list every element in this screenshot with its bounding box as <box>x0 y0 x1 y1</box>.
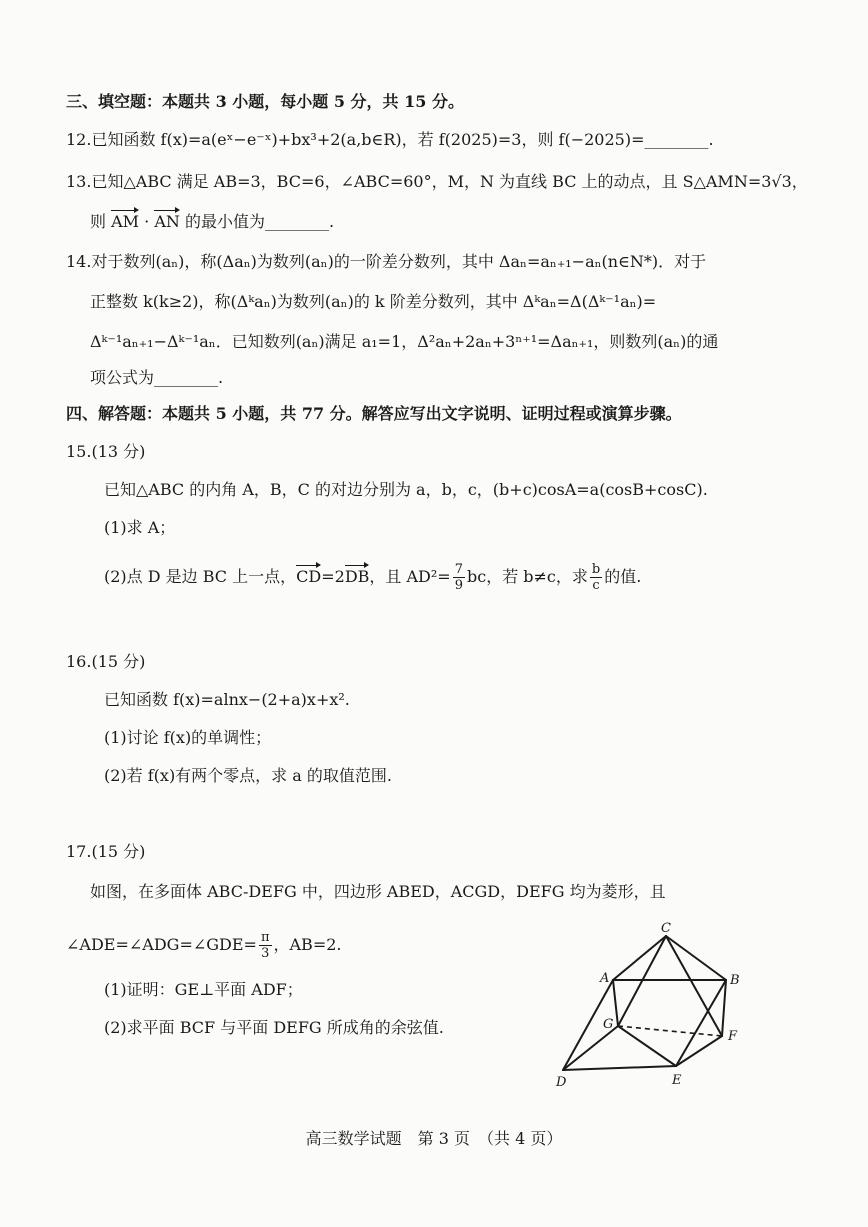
vector-db: DB <box>344 567 370 586</box>
q17-stem: 如图，在多面体 ABC-DEFG 中，四边形 ABED，ACGD，DEFG 均为菱形，且 <box>90 882 666 901</box>
q15-label: 15.(13 分) <box>66 442 146 461</box>
q16-part2: (2)若 f(x)有两个零点，求 a 的取值范围. <box>104 766 392 785</box>
q13-prefix: 则 <box>90 212 107 231</box>
q12-end: . <box>708 130 714 149</box>
q15-part2-c: bc，若 b≠c，求 <box>466 567 588 586</box>
question-14-line4 <box>90 368 223 388</box>
q14-line1: 对于数列(aₙ)，称(Δaₙ)为数列(aₙ)的一阶差分数列，其中 Δaₙ=aₙ₊₁−aₙ(n∈N*)．对于 <box>91 252 707 271</box>
q14-end: . <box>218 368 224 387</box>
page-footer: 高三数学试题 第 3 页 （共 4 页） <box>305 1129 563 1148</box>
vertex-label-f: F <box>728 1029 738 1044</box>
q14-label: 14. <box>66 252 92 271</box>
q14-blank: ________ <box>154 368 219 387</box>
q12-blank: ________ <box>644 130 709 149</box>
question-12 <box>66 130 714 150</box>
q16-label: 16.(15 分) <box>66 652 146 671</box>
section4-heading: 四、解答题：本题共 5 小题，共 77 分。解答应写出文字说明、证明过程或演算步骤。 <box>66 404 682 423</box>
vector-cd: CD <box>296 567 322 586</box>
q17-part2: (2)求平面 BCF 与平面 DEFG 所成角的余弦值. <box>104 1018 444 1037</box>
q17-angle-a: ∠ADE=∠ADG=∠GDE= <box>66 935 257 954</box>
vertex-label-g: G <box>603 1017 614 1032</box>
q16-stem: 已知函数 f(x)=alnx−(2+a)x+x². <box>104 690 350 709</box>
polyhedron-figure <box>548 918 748 1093</box>
section3-heading: 三、填空题：本题共 3 小题，每小题 5 分，共 15 分。 <box>66 92 464 111</box>
question-14-line1 <box>66 252 706 272</box>
q15-part1: (1)求 A； <box>104 518 176 537</box>
vertex-label-a: A <box>600 971 610 986</box>
question-13-line2 <box>90 212 334 232</box>
q17-label: 17.(15 分) <box>66 842 146 861</box>
fraction-7-9: $\frac{7}{9}$ <box>454 562 463 593</box>
q15-part2-a: (2)点 D 是边 BC 上一点， <box>104 567 297 586</box>
q13-blank: ________ <box>264 212 329 231</box>
q14-line3: Δᵏ⁻¹aₙ₊₁−Δᵏ⁻¹aₙ．已知数列(aₙ)满足 a₁=1，Δ²aₙ+2aₙ+3ⁿ⁺¹=Δaₙ₊₁，则数列(aₙ)的通 <box>90 332 719 351</box>
q14-line2: 正整数 k(k≥2)，称(Δᵏaₙ)为数列(aₙ)的 k 阶差分数列，其中 Δᵏaₙ=Δ(Δᵏ⁻¹aₙ)= <box>90 292 657 311</box>
vertex-label-d: D <box>556 1075 567 1090</box>
q13-dot: · <box>139 212 155 231</box>
fraction-b-c: $\frac{b}{c}$ <box>591 562 601 593</box>
q16-part1: (1)讨论 f(x)的单调性； <box>104 728 272 747</box>
q13-suffix: 的最小值为 <box>179 212 265 231</box>
q13-label: 13. <box>66 172 92 191</box>
q12-text: 已知函数 f(x)=a(eˣ−e⁻ˣ)+bx³+2(a,b∈R)，若 f(2025)=3，则 f(−2025)= <box>91 130 645 149</box>
q12-label: 12. <box>66 130 92 149</box>
q13-line1: 已知△ABC 满足 AB=3，BC=6，∠ABC=60°，M，N 为直线 BC 上的动点，且 S△AMN=3√3， <box>91 172 808 191</box>
q17-angle-b: ，AB=2. <box>273 935 342 954</box>
vector-an: AN <box>154 212 180 231</box>
question-17-angles <box>66 930 342 961</box>
vector-am: AM <box>111 212 140 231</box>
vertex-label-c: C <box>661 921 671 936</box>
vertex-label-e: E <box>672 1073 682 1088</box>
q15-part2-d: 的值. <box>604 567 642 586</box>
fraction-pi-3: $\frac{\pi}{3}$ <box>260 930 270 961</box>
q15-stem: 已知△ABC 的内角 A，B，C 的对边分别为 a，b，c，(b+c)cosA=a(cosB+cosC). <box>104 480 708 499</box>
q15-eq: =2 <box>321 567 345 586</box>
q15-part2-b: ，且 AD²= <box>369 567 451 586</box>
question-15-part2 <box>104 562 641 593</box>
q17-part1: (1)证明：GE⊥平面 ADF； <box>104 980 303 999</box>
question-13-line1 <box>66 172 808 192</box>
vertex-label-b: B <box>730 973 740 988</box>
q13-end: . <box>328 212 335 231</box>
q14-line4: 项公式为 <box>90 368 155 387</box>
